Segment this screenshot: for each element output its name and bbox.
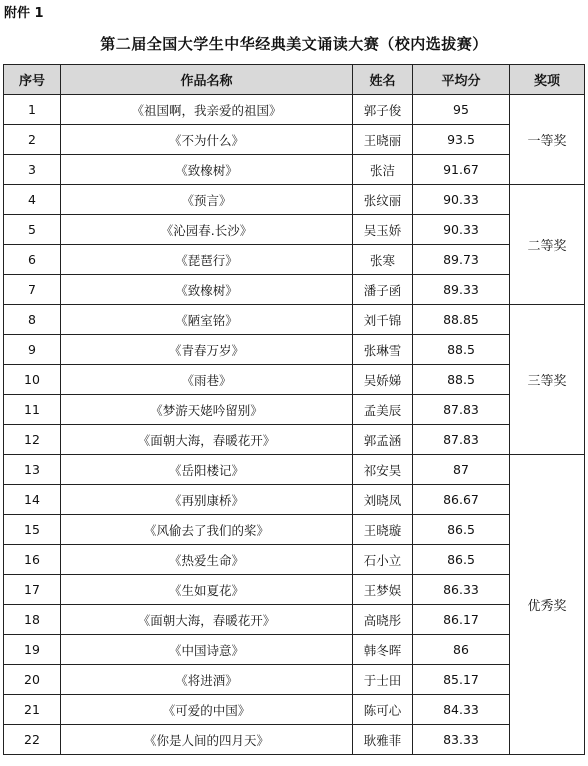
header-name: 姓名 bbox=[353, 65, 413, 95]
cell-score: 86 bbox=[413, 635, 510, 665]
cell-title: 《面朝大海，春暖花开》 bbox=[61, 605, 353, 635]
table-row bbox=[4, 335, 585, 365]
cell-no: 5 bbox=[4, 215, 61, 245]
award-second: 二等奖 bbox=[510, 185, 585, 305]
cell-no: 13 bbox=[4, 455, 61, 485]
cell-no: 3 bbox=[4, 155, 61, 185]
cell-name: 韩冬晖 bbox=[353, 635, 413, 665]
cell-score: 86.17 bbox=[413, 605, 510, 635]
table-row bbox=[4, 485, 585, 515]
cell-score: 88.5 bbox=[413, 365, 510, 395]
cell-title: 《热爱生命》 bbox=[61, 545, 353, 575]
header-title: 作品名称 bbox=[61, 65, 353, 95]
table-row bbox=[4, 575, 585, 605]
cell-no: 6 bbox=[4, 245, 61, 275]
cell-name: 祁安昊 bbox=[353, 455, 413, 485]
cell-score: 87.83 bbox=[413, 395, 510, 425]
cell-title: 《生如夏花》 bbox=[61, 575, 353, 605]
cell-no: 20 bbox=[4, 665, 61, 695]
table-row bbox=[4, 695, 585, 725]
table-row bbox=[4, 665, 585, 695]
cell-name: 吴玉娇 bbox=[353, 215, 413, 245]
cell-score: 90.33 bbox=[413, 215, 510, 245]
cell-no: 19 bbox=[4, 635, 61, 665]
cell-title: 《岳阳楼记》 bbox=[61, 455, 353, 485]
table-row bbox=[4, 185, 585, 215]
cell-name: 陈可心 bbox=[353, 695, 413, 725]
cell-title: 《再别康桥》 bbox=[61, 485, 353, 515]
cell-title: 《祖国啊，我亲爱的祖国》 bbox=[61, 95, 353, 125]
cell-name: 郭子俊 bbox=[353, 95, 413, 125]
cell-score: 86.5 bbox=[413, 545, 510, 575]
cell-title: 《青春万岁》 bbox=[61, 335, 353, 365]
cell-name: 张洁 bbox=[353, 155, 413, 185]
cell-no: 16 bbox=[4, 545, 61, 575]
cell-title: 《预言》 bbox=[61, 185, 353, 215]
cell-title: 《你是人间的四月天》 bbox=[61, 725, 353, 755]
cell-no: 18 bbox=[4, 605, 61, 635]
cell-no: 10 bbox=[4, 365, 61, 395]
cell-score: 86.5 bbox=[413, 515, 510, 545]
cell-no: 4 bbox=[4, 185, 61, 215]
header-score: 平均分 bbox=[413, 65, 510, 95]
cell-name: 潘子函 bbox=[353, 275, 413, 305]
cell-title: 《中国诗意》 bbox=[61, 635, 353, 665]
table-row bbox=[4, 635, 585, 665]
header-award: 奖项 bbox=[510, 65, 585, 95]
table-row bbox=[4, 215, 585, 245]
cell-score: 89.33 bbox=[413, 275, 510, 305]
cell-score: 87 bbox=[413, 455, 510, 485]
award-excellence: 优秀奖 bbox=[510, 455, 585, 755]
cell-score: 86.67 bbox=[413, 485, 510, 515]
cell-no: 15 bbox=[4, 515, 61, 545]
table-row bbox=[4, 155, 585, 185]
cell-name: 孟美辰 bbox=[353, 395, 413, 425]
cell-score: 83.33 bbox=[413, 725, 510, 755]
cell-name: 王晓璇 bbox=[353, 515, 413, 545]
cell-no: 9 bbox=[4, 335, 61, 365]
cell-title: 《沁园春.长沙》 bbox=[61, 215, 353, 245]
cell-score: 87.83 bbox=[413, 425, 510, 455]
cell-name: 耿雅菲 bbox=[353, 725, 413, 755]
cell-title: 《不为什么》 bbox=[61, 125, 353, 155]
cell-score: 95 bbox=[413, 95, 510, 125]
cell-score: 86.33 bbox=[413, 575, 510, 605]
table-header-row bbox=[4, 65, 585, 95]
table-row bbox=[4, 545, 585, 575]
cell-title: 《面朝大海，春暖花开》 bbox=[61, 425, 353, 455]
table-row bbox=[4, 515, 585, 545]
cell-score: 84.33 bbox=[413, 695, 510, 725]
cell-name: 于士田 bbox=[353, 665, 413, 695]
cell-name: 刘千锦 bbox=[353, 305, 413, 335]
attachment-label: 附件 1 bbox=[4, 6, 44, 21]
cell-title: 《将进酒》 bbox=[61, 665, 353, 695]
table-row bbox=[4, 95, 585, 125]
cell-title: 《琵琶行》 bbox=[61, 245, 353, 275]
cell-no: 21 bbox=[4, 695, 61, 725]
cell-no: 2 bbox=[4, 125, 61, 155]
cell-name: 高晓彤 bbox=[353, 605, 413, 635]
table-row bbox=[4, 365, 585, 395]
cell-score: 88.5 bbox=[413, 335, 510, 365]
cell-score: 88.85 bbox=[413, 305, 510, 335]
cell-name: 张寒 bbox=[353, 245, 413, 275]
cell-name: 石小立 bbox=[353, 545, 413, 575]
cell-score: 91.67 bbox=[413, 155, 510, 185]
document-title: 第二届全国大学生中华经典美文诵读大赛（校内选拔赛） bbox=[100, 35, 488, 53]
cell-name: 张纹丽 bbox=[353, 185, 413, 215]
cell-title: 《可爱的中国》 bbox=[61, 695, 353, 725]
cell-name: 吴娇娣 bbox=[353, 365, 413, 395]
cell-no: 17 bbox=[4, 575, 61, 605]
cell-score: 89.73 bbox=[413, 245, 510, 275]
cell-no: 1 bbox=[4, 95, 61, 125]
header-no: 序号 bbox=[4, 65, 61, 95]
table-row bbox=[4, 455, 585, 485]
table-row bbox=[4, 395, 585, 425]
cell-no: 12 bbox=[4, 425, 61, 455]
table-row bbox=[4, 275, 585, 305]
table-row bbox=[4, 245, 585, 275]
cell-no: 11 bbox=[4, 395, 61, 425]
cell-title: 《风偷去了我们的桨》 bbox=[61, 515, 353, 545]
cell-no: 14 bbox=[4, 485, 61, 515]
cell-no: 22 bbox=[4, 725, 61, 755]
table-row bbox=[4, 125, 585, 155]
cell-title: 《雨巷》 bbox=[61, 365, 353, 395]
results-table bbox=[3, 64, 585, 755]
cell-title: 《致橡树》 bbox=[61, 155, 353, 185]
cell-name: 王晓丽 bbox=[353, 125, 413, 155]
cell-name: 王梦娱 bbox=[353, 575, 413, 605]
award-first: 一等奖 bbox=[510, 95, 585, 185]
award-third: 三等奖 bbox=[510, 305, 585, 455]
cell-no: 8 bbox=[4, 305, 61, 335]
cell-title: 《陋室铭》 bbox=[61, 305, 353, 335]
table-row bbox=[4, 605, 585, 635]
table-row bbox=[4, 305, 585, 335]
cell-title: 《梦游天姥吟留别》 bbox=[61, 395, 353, 425]
table-row bbox=[4, 425, 585, 455]
cell-name: 郭孟涵 bbox=[353, 425, 413, 455]
cell-score: 90.33 bbox=[413, 185, 510, 215]
cell-score: 85.17 bbox=[413, 665, 510, 695]
cell-name: 张琳雪 bbox=[353, 335, 413, 365]
table-row bbox=[4, 725, 585, 755]
cell-name: 刘晓凤 bbox=[353, 485, 413, 515]
cell-no: 7 bbox=[4, 275, 61, 305]
cell-title: 《致橡树》 bbox=[61, 275, 353, 305]
cell-score: 93.5 bbox=[413, 125, 510, 155]
